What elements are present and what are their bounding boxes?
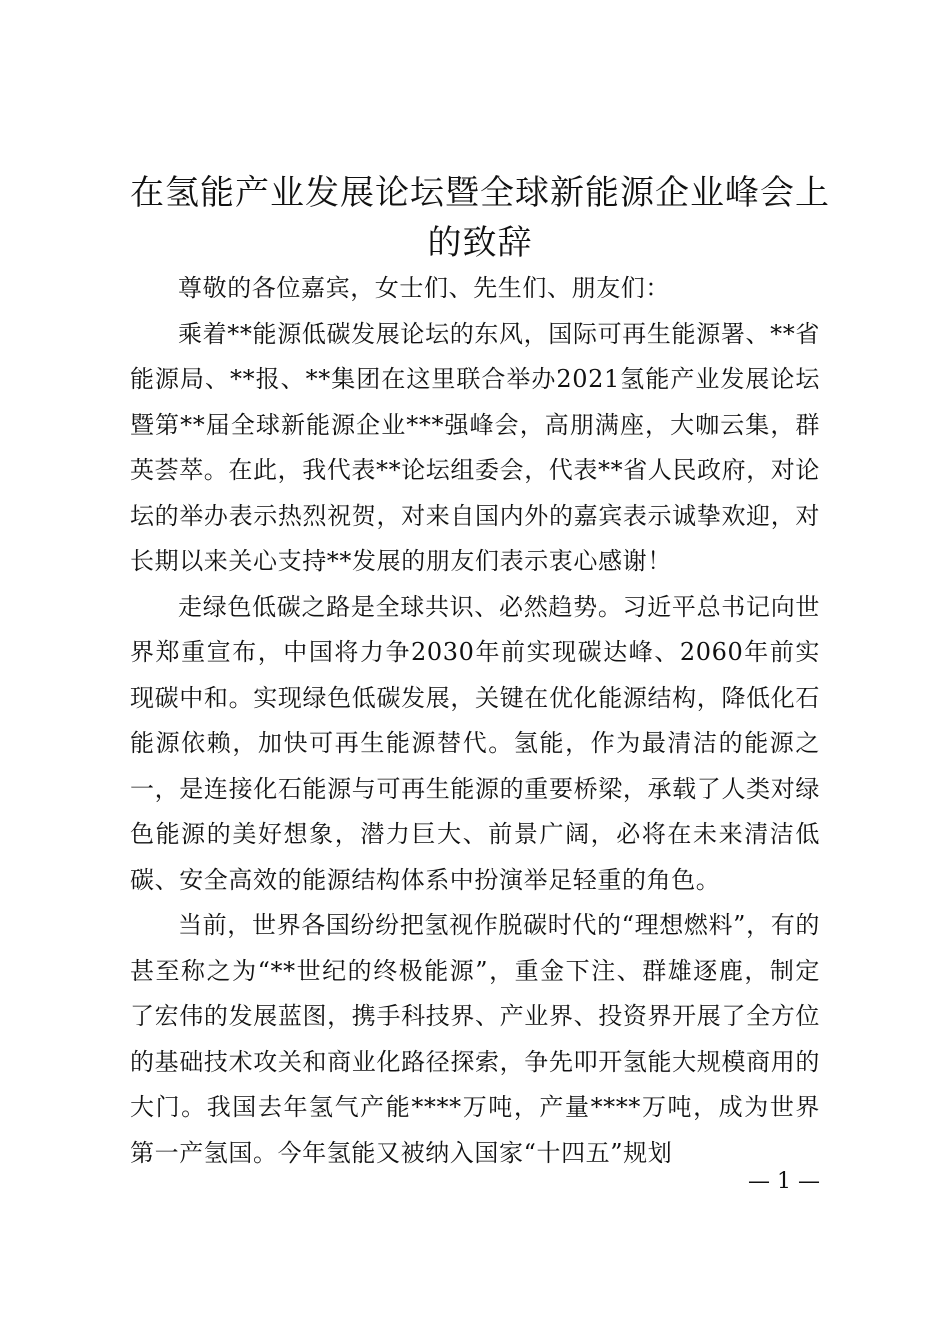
document-title: 在氢能产业发展论坛暨全球新能源企业峰会上的致辞 [130,173,830,263]
page-number: — 1 — [748,1169,820,1194]
paragraph: 走绿色低碳之路是全球共识、必然趋势。习近平总书记向世界郑重宣布，中国将力争2030年前实现碳达峰、2060年前实现碳中和。实现绿色低碳发展，关键在优化能源结构，降低化石能源依赖，加快可再生能源替代。氢能，作为最清洁的能源之一，是连接化石能源与可再生能源的重要桥梁，承载了人类对绿色能源的美好想象，潜力巨大、前景广阔，必将在未来清洁低碳、安全高效的能源结构体系中扮演举足轻重的角色。 [130,592,820,894]
salutation: 尊敬的各位嘉宾，女士们、先生们、朋友们： [178,274,670,302]
paragraph: 当前，世界各国纷纷把氢视作脱碳时代的“理想燃料”，有的甚至称之为“**世纪的终极能源”，重金下注、群雄逐鹿，制定了宏伟的发展蓝图，携手科技界、产业界、投资界开展了全方位的基础技术攻关和商业化路径探索，争先叩开氢能大规模商用的大门。我国去年氢气产能****万吨，产量****万吨，成为世界第一产氢国。今年氢能又被纳入国家“十四五”规划 [130,911,820,1167]
document-body [130,266,820,1176]
paragraph: 乘着**能源低碳发展论坛的东风，国际可再生能源署、**省能源局、**报、**集团在这里联合举办2021氢能产业发展论坛暨第**届全球新能源企业***强峰会，高朋满座，大咖云集，群英荟萃。在此，我代表**论坛组委会，代表**省人民政府，对论坛的举办表示热烈祝贺，对来自国内外的嘉宾表示诚挚欢迎，对长期以来关心支持**发展的朋友们表示衷心感谢！ [130,319,820,575]
